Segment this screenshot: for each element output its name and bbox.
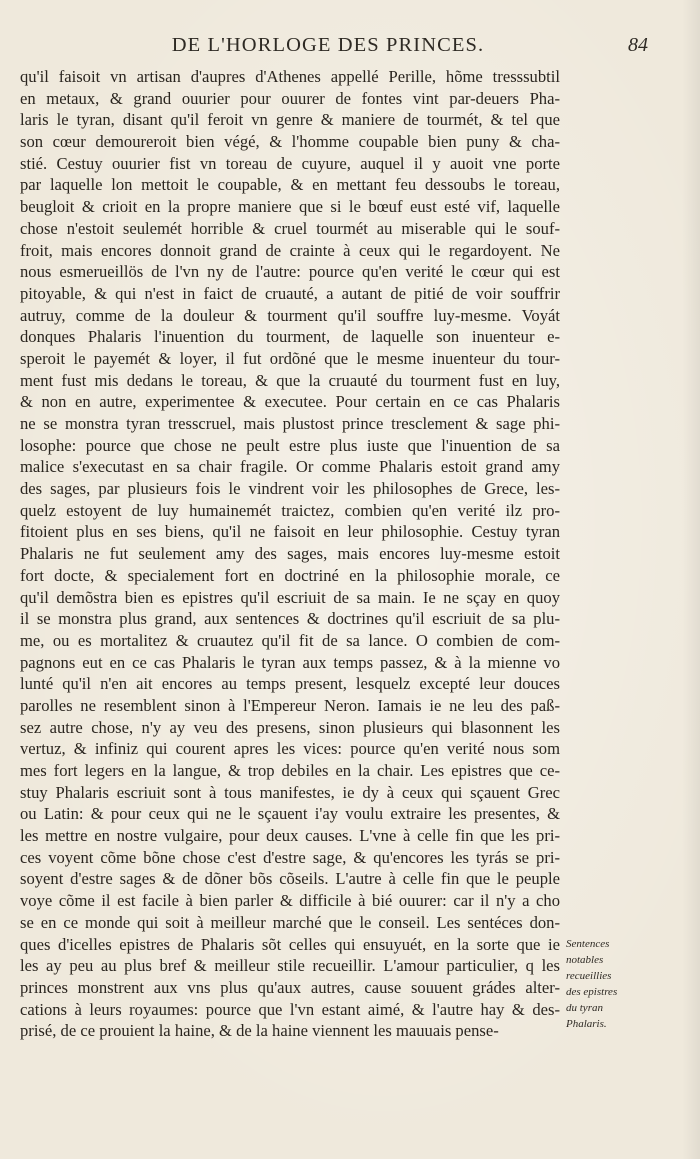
text-line: laris le tyran, disant qu'il feroit vn genre & maniere de tourmét, & tel que [20, 110, 560, 130]
text-line: stuy Phalaris escriuit sont à tous manifestes, ie dy à ceux qui sçauent Grec [20, 782, 560, 802]
text-line: parolles ne resemblent sinon à l'Empereur Neron. Iamais ie ne leu des paß- [20, 695, 560, 715]
text-line: voye cõme il est facile à bien parler & difficile à bié ouurer: car il n'y a cho [20, 891, 560, 911]
text-line: qu'il demõstra bien es epistres qu'il escriuit de sa main. Ie ne sçay en quoy [20, 587, 560, 607]
text-line: malice s'executast en sa chair fragile. Or comme Phalaris estoit grand amy [20, 457, 560, 477]
margin-note-line: notables [566, 954, 604, 966]
text-line: prisé, de ce prouient la haine, & de la haine viennent les mauuais pense- [20, 1021, 499, 1041]
text-line: quelz estoyent de luy humainemét traictez, combien qu'en verité ilz pro- [20, 500, 560, 520]
text-line: en metaux, & grand ouurier pour ouurer de fontes vint par-deuers Pha- [20, 88, 560, 108]
text-line: ces voyent cõme bõne chose c'est d'estre sage, & qu'encores les tyrás se pri- [20, 847, 560, 867]
text-line: nous esmerueillös de l'vn ny de l'autre: pource qu'en verité le cœur qui est [20, 262, 560, 282]
text-line: lunté qu'il n'en ait encores au temps present, lesquelz excepté leur douces [20, 674, 560, 694]
text-line: ou Latin: & pour ceux qui ne le sçauent i'ay voulu extraire les presentes, & [20, 804, 560, 824]
text-line: beugloit & crioit en la propre maniere que si le bœuf eust esté vif, laquelle [20, 197, 560, 217]
margin-note-line: Phalaris. [566, 1018, 607, 1030]
margin-note-line: Sentences [566, 938, 610, 950]
text-line: autruy, comme de la douleur & tourment qu'il souffre luy-mesme. Voyát [20, 305, 560, 325]
text-line: les ay peu au plus bref & meilleur stile recueillir. L'amour particulier, q les [20, 956, 560, 976]
text-line: stié. Cestuy ouurier fist vn toreau de cuyure, auquel il y auoit vne porte [20, 153, 560, 173]
margin-note-line: des epistres [566, 986, 618, 998]
text-line: vertuz, & infiniz qui courent apres les vices: pource qu'en verité nous som [20, 739, 560, 759]
text-line: & non en autre, experimentee & executee. Pour certain en ce cas Phalaris [20, 392, 560, 412]
text-line: son cœur demoureroit bien végé, & l'homme coupable bien puny & cha- [20, 132, 560, 152]
text-line: pitoyable, & qui n'est in faict de cruauté, a autant de pitié de voir souffrir [20, 283, 560, 303]
main-text-block [20, 66, 560, 1042]
text-line: sez autre chose, n'y ay veu des presens, sinon plusieurs qui blasonnent les [20, 717, 560, 737]
text-line: mes fort legers en la langue, & trop debiles en la chair. Les epistres que ce- [20, 761, 560, 780]
text-line: speroit le payemét & loyer, il fut ordõné que le mesme inuenteur du tour- [20, 348, 560, 368]
text-line: des sages, par plusieurs fois le vindrent voir les philosophes de Grece, les- [20, 479, 560, 499]
text-line: ne se monstra tyran tresscruel, mais plustost prince tresclement & sage phi- [20, 414, 560, 433]
text-line: losophe: pource que chose ne peult estre plus iuste que l'inuention de sa [20, 435, 560, 455]
text-line: les mettre en nostre vulgaire, pour deux causes. L'vne à celle fin que les pri- [20, 826, 560, 846]
text-line: froit, mais encores donnoit grand de crainte à ceux qui le regardoyent. Ne [20, 240, 560, 260]
text-line: il se monstra plus grand, aux sentences & doctrines qu'il escriuit de sa plu- [20, 609, 560, 629]
text-line: donques Phalaris l'inuention du tourment, de laquelle son inuenteur e- [20, 327, 560, 347]
text-line: pagnons eut en ce cas Phalaris le tyran aux temps passez, & à la mienne vo [20, 652, 560, 672]
text-line: ques d'icelles epistres de Phalaris sõt celles qui ensuyuét, en la sorte que ie [20, 934, 560, 954]
folio-number: 84 [628, 34, 648, 56]
page-edge-shadow [682, 0, 700, 1159]
text-line: se en ce monde qui soit à meilleur marché que le conseil. Les sentéces don- [20, 912, 560, 932]
text-line: chose n'estoit seulemét horrible & cruel tourmét au miserable qui le souf- [20, 218, 560, 238]
text-line: princes monstrent aux vns plus qu'aux autres, cause souuent grádes alter- [20, 977, 560, 997]
text-line: soyent d'estre sages & de dõner bõs cõseils. L'autre à celle fin que le peuple [20, 869, 560, 889]
margin-note-line: recueillies [566, 970, 612, 982]
text-line: Phalaris ne fut seulement amy des sages, mais encores luy-mesme estoit [20, 544, 560, 564]
text-line: qu'il faisoit vn artisan d'aupres d'Athenes appellé Perille, hõme tresssubtil [20, 67, 560, 86]
text-line: ment fust mis dedans le toreau, & que la cruauté du tourment fust en luy, [20, 370, 560, 390]
running-title: DE L'HORLOGE DES PRINCES. [171, 34, 485, 56]
text-line: me, ou es mortalitez & cruautez qu'il fit de sa lance. O combien de com- [20, 630, 560, 650]
margin-note-line: du tyran [566, 1002, 603, 1014]
text-line: fort docte, & specialement fort en doctriné en la philosophie morale, ce [20, 565, 560, 585]
text-line: fitoient plus en ses biens, qu'il ne faisoit en leur philosophie. Cestuy tyran [20, 522, 560, 542]
text-line: cations à leurs royaumes: pource que l'vn estant aimé, & l'autre hay & des- [20, 999, 560, 1019]
marginal-note [566, 936, 654, 1032]
text-line: par laquelle lon mettoit le coupable, & en mettant feu dessoubs le toreau, [20, 175, 560, 195]
